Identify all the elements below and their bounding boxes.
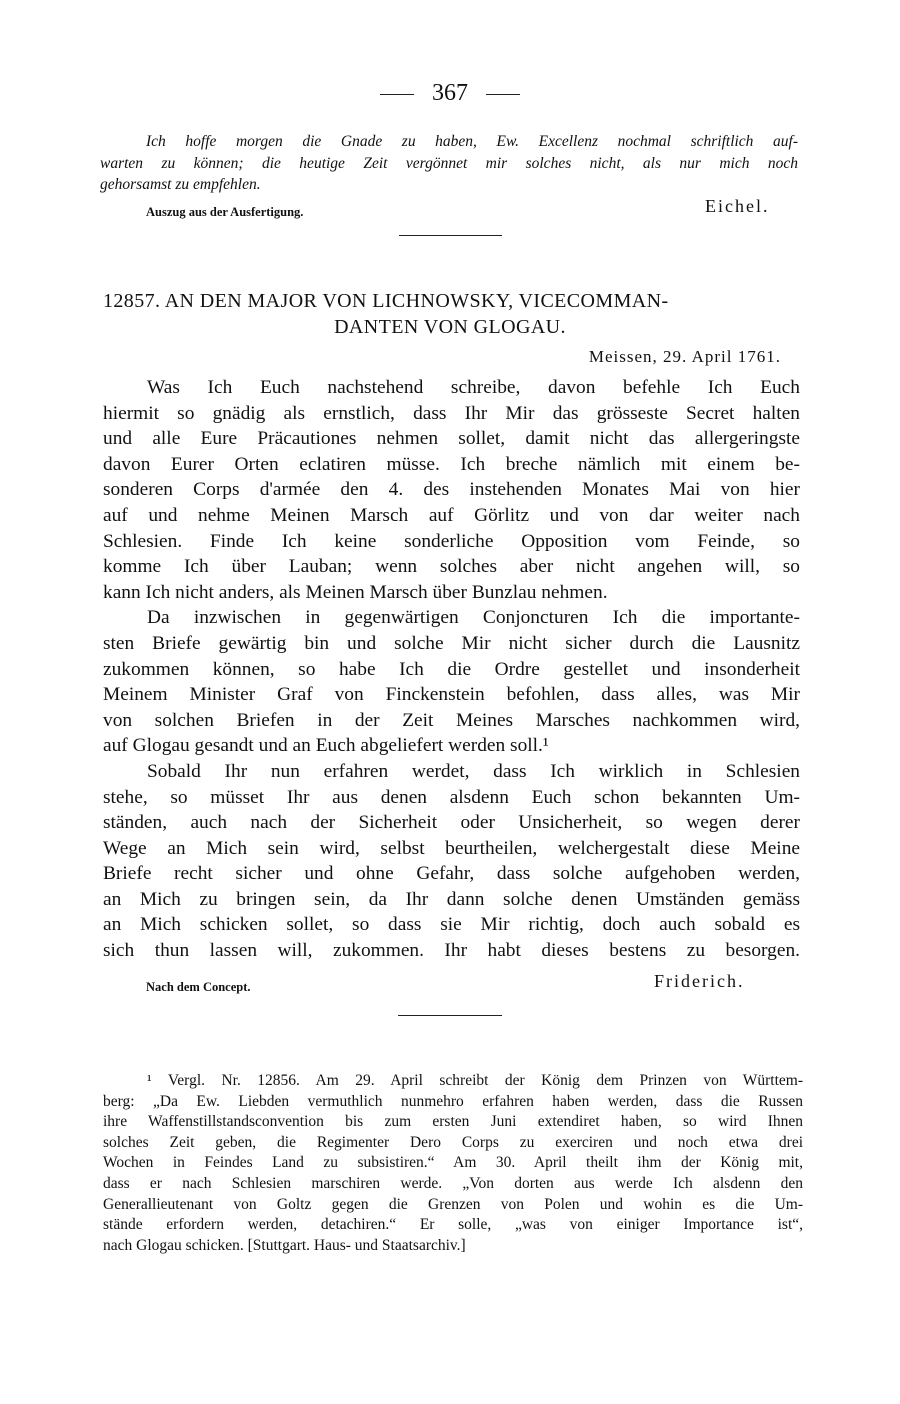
- letter-body: [103, 375, 800, 964]
- letter-dateline: Meissen, 29. April 1761.: [588, 347, 781, 366]
- section-divider: [399, 235, 502, 236]
- body-line: zukommen können, so habe Ich die Ordre gestellet und insonderheit: [103, 658, 800, 680]
- intro-paragraph: [100, 131, 798, 196]
- footnote-line: dass er nach Schlesien marschiren werde. „Von dorten aus werde Ich alsdenn den: [103, 1174, 803, 1192]
- intro-line: Ich hoffe morgen die Gnade zu haben, Ew. Excellenz nochmal schriftlich auf-: [146, 133, 798, 150]
- header-dash-right: [486, 94, 520, 95]
- body-line: von solchen Briefen in der Zeit Meines Marsches nachkommen wird,: [103, 709, 800, 731]
- body-line: stehe, so müsset Ihr aus denen alsdenn Euch schon bekannten Um-: [103, 786, 800, 808]
- body-line: sonderen Corps d'armée den 4. des instehenden Monates Mai von hier: [103, 479, 800, 501]
- body-line: Schlesien. Finde Ich keine sonderliche Opposition vom Feinde, so: [103, 530, 800, 552]
- footnote-line: ihre Waffenstillstandsconvention bis zum ersten Juni extendiret haben, so wird Ihnen: [103, 1113, 803, 1131]
- body-line: kann Ich nicht anders, als Meinen Marsch über Bunzlau nehmen.: [103, 581, 608, 603]
- body-line: Sobald Ihr nun erfahren werdet, dass Ich wirklich in Schlesien: [147, 760, 800, 782]
- footnote-line: nach Glogau schicken. [Stuttgart. Haus- und Staatsarchiv.]: [103, 1236, 466, 1254]
- letter-signature: Friderich.: [654, 971, 745, 991]
- body-line: auf Glogau gesandt und an Euch abgeliefert werden soll.¹: [103, 735, 549, 757]
- footnote-line: stände erfordern werden, detachiren.“ Er solle, „was von einiger Importance ist“,: [103, 1216, 803, 1234]
- body-line: Meinem Minister Graf von Finckenstein befohlen, dass alles, was Mir: [103, 684, 800, 706]
- intro-line: warten zu können; die heutige Zeit vergönnet mir solches nicht, als nur mich noch: [100, 154, 798, 172]
- body-line: an Mich zu bringen sein, da Ihr dann solche denen Umständen gemäss: [103, 888, 800, 910]
- body-line: Wege an Mich sein wird, selbst beurtheilen, welchergestalt diese Meine: [103, 837, 800, 859]
- header-dash-left: [380, 94, 414, 95]
- intro-signature: Eichel.: [705, 196, 770, 216]
- body-line: Da inzwischen in gegenwärtigen Conjoncturen Ich die importante-: [147, 607, 800, 629]
- footnote-line: Wochen in Feindes Land zu subsistiren.“ Am 30. April theilt ihm der König mit,: [103, 1154, 803, 1172]
- footnote-line: ¹ Vergl. Nr. 12856. Am 29. April schreibt der König dem Prinzen von Württem-: [147, 1072, 803, 1089]
- page-number: 367: [432, 80, 468, 106]
- body-line: ständen, auch nach der Sicherheit oder Unsicherheit, so wegen derer: [103, 812, 800, 834]
- footnote-line: berg: „Da Ew. Liebden vermuthlich nunmehro erfahren haben werden, dass die Russen: [103, 1092, 803, 1110]
- footnote: [103, 1071, 803, 1256]
- body-line: sten Briefe gewärtig bin und solche Mir nicht sicher durch die Lausnitz: [103, 632, 800, 654]
- body-line: auf und nehme Meinen Marsch auf Görlitz und von dar weiter nach: [103, 504, 800, 526]
- page-header: [0, 80, 900, 107]
- body-line: Was Ich Euch nachstehend schreibe, davon befehle Ich Euch: [147, 377, 800, 398]
- body-line: davon Eurer Orten eclatiren müsse. Ich breche nämlich mit einem be-: [103, 453, 800, 475]
- body-line: und alle Eure Präcautiones nehmen sollet, damit nicht das allergeringste: [103, 428, 800, 450]
- letter-title-line-2: DANTEN VON GLOGAU.: [334, 316, 566, 338]
- body-line: Briefe recht sicher und ohne Gefahr, dass solche aufgehoben werden,: [103, 863, 800, 885]
- letter-title-line-1: 12857. AN DEN MAJOR VON LICHNOWSKY, VICECOMMAN-: [103, 290, 669, 312]
- body-line: hiermit so gnädig als ernstlich, dass Ihr Mir das grösseste Secret halten: [103, 402, 800, 424]
- intro-source-note: Auszug aus der Ausfertigung.: [146, 205, 304, 219]
- footnote-line: solches Zeit geben, die Regimenter Dero Corps zu exerciren und noch etwa drei: [103, 1133, 803, 1151]
- intro-line: gehorsamst zu empfehlen.: [100, 176, 261, 193]
- body-line: sich thun lassen will, zukommen. Ihr habt dieses bestens zu besorgen.: [103, 940, 800, 962]
- body-line: an Mich schicken sollet, so dass sie Mir richtig, doch auch sobald es: [103, 914, 800, 936]
- body-line: komme Ich über Lauban; wenn solches aber nicht angehen will, so: [103, 556, 800, 578]
- letter-source-note: Nach dem Concept.: [146, 980, 251, 994]
- footnote-divider: [398, 1015, 502, 1016]
- footnote-line: Generallieutenant von Goltz gegen die Grenzen von Polen und wohin es die Um-: [103, 1195, 803, 1213]
